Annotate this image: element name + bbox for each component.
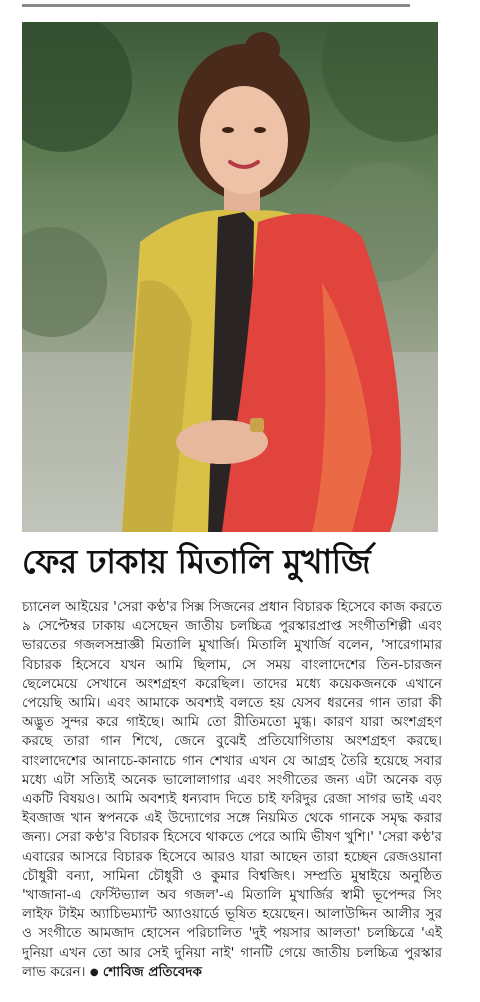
article-byline: শোবিজ প্রতিবেদক	[102, 963, 202, 980]
top-divider	[22, 4, 410, 7]
article-photo	[22, 22, 438, 532]
article-headline: ফের ঢাকায় মিতালি মুখার্জি	[22, 542, 371, 581]
article-body	[22, 598, 442, 982]
portrait-illustration	[22, 22, 438, 532]
byline-bullet: ●	[89, 966, 99, 978]
article-body-text: চ্যানেল আইয়ের 'সেরা কণ্ঠ'র সিক্স সিজনের প্রধান বিচারক হিসেবে কাজ করতে ৯ সেপ্টেম্বর ঢাকায় এসেছেন জাতীয় চলচ্চিত্র পুরস্কারপ্রাপ্ত সংগীতশিল্পী এবং ভারতের গজলসম্রাজ্ঞী মিতালি মুখার্জি। মিতালি মুখার্জি বলেন, 'সারেগামার বিচারক হিসেবে যখন আমি ছিলাম, সে সময় বাংলাদেশের তিন-চারজন ছেলেমেয়ে সেখানে অংশগ্রহণ করেছিল। তাদের মধ্যে কয়েকজনকে এখানে পেয়েছি আমি। এবং আমাকে অবশ্যই বলতে হয় যেসব ধরনের গান তারা কী অদ্ভুত সুন্দর করে গাইছে। আমি তো রীতিমতো মুগ্ধ। কারণ যারা অংশগ্রহণ করছে তারা গান শিখে, জেনে বুঝেই প্রতিযোগিতায় অংশগ্রহণ করছে। বাংলাদেশের আনাচে-কানাচে গান শেখার এখন যে আগ্রহ তৈরি হয়েছে সবার মধ্যে এটা সত্যিই অনেক ভালোলাগার এবং সংগীতের জন্য এটা অনেক বড় একটি বিষয়ও। আমি অবশ্যই ধন্যবাদ দিতে চাই ফরিদুর রেজা সাগর ভাই এবং ইবজাজ খান স্বপনকে এই উদ্যোগের সঙ্গে নিয়মিত থেকে গানকে সমৃদ্ধ করার জন্য। সেরা কণ্ঠ'র বিচারক হিসেবে থাকতে পেরে আমি ভীষণ খুশি।' 'সেরা কণ্ঠ'র এবারের আসরে বিচারক হিসেবে আরও যারা আছেন তারা হচ্ছেন রেজওয়ানা চৌধুরী বন্যা, সামিনা চৌধুরী ও কুমার বিশ্বজিৎ। সম্প্রতি মুম্বাইয়ে অনুষ্ঠিত 'খাজানা-এ ফেস্টিভ্যাল অব গজল'-এ মিতালি মুখার্জির স্বামী ভূপেন্দর সিং লাইফ টাইম অ্যাচিভম্যান্ট অ্যাওয়ার্ডে ভূষিত হয়েছেন। আলাউদ্দিন আলীর সুর ও সংগীতে আমজাদ হোসেন পরিচালিত 'দুই পয়সার আলতা' চলচ্চিত্রে 'এই দুনিয়া এখন তো আর সেই দুনিয়া নাই' গানটি গেয়ে জাতীয় চলচ্চিত্র পুরস্কার লাভ করেন।	[22, 599, 442, 980]
